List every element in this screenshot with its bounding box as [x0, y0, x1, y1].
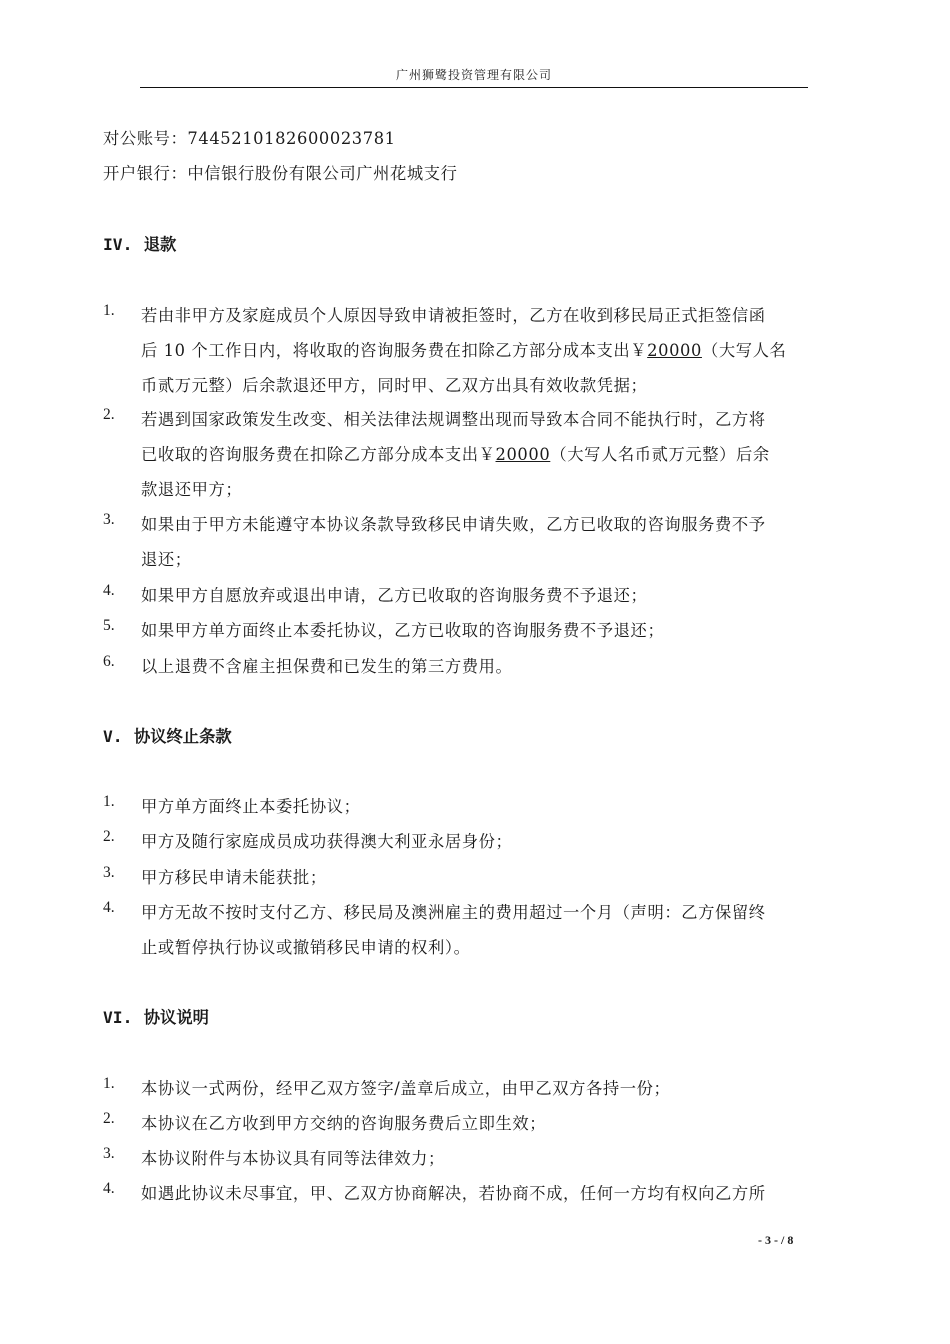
section-number: V.: [103, 727, 123, 746]
item-text: 本协议在乙方收到甲方交纳的咨询服务费后立即生效；: [141, 1114, 547, 1133]
item-text: 本协议附件与本协议具有同等法律效力；: [141, 1149, 445, 1168]
section-heading-termination: [103, 723, 232, 747]
item-number: 3.: [103, 1145, 115, 1162]
section-title: 协议终止条款: [133, 727, 232, 746]
item-number: 5.: [103, 617, 115, 634]
item-number: 4.: [103, 899, 115, 916]
section-number: VI.: [103, 1008, 133, 1027]
section-number: IV.: [103, 235, 133, 254]
item-text: 已收取的咨询服务费在扣除乙方部分成本支出￥20000（大写人名币贰万元整）后余: [141, 445, 770, 464]
section-title: 协议说明: [143, 1008, 209, 1027]
item-number: 2.: [103, 406, 115, 423]
item-number: 4.: [103, 582, 115, 599]
item-text: 币贰万元整）后余款退还甲方，同时甲、乙双方出具有效收款凭据；: [141, 376, 648, 395]
item-text: 若由非甲方及家庭成员个人原因导致申请被拒签时，乙方在收到移民局正式拒签信函: [141, 306, 766, 325]
item-text: 退还；: [141, 550, 192, 569]
item-number: 1.: [103, 1075, 115, 1092]
account-number: 对公账号：7445210182600023781: [103, 129, 396, 148]
page-number: - 3 - / 8: [758, 1233, 794, 1247]
item-text: 以上退费不含雇主担保费和已发生的第三方费用。: [141, 657, 513, 676]
item-text: 止或暂停执行协议或撤销移民申请的权利）。: [141, 938, 471, 957]
item-text: 如果甲方单方面终止本委托协议，乙方已收取的咨询服务费不予退还；: [141, 621, 665, 640]
item-number: 4.: [103, 1180, 115, 1197]
item-text: 若遇到国家政策发生改变、相关法律法规调整出现而导致本合同不能执行时，乙方将: [141, 410, 766, 429]
item-text: 甲方及随行家庭成员成功获得澳大利亚永居身份；: [141, 832, 513, 851]
item-number: 3.: [103, 864, 115, 881]
section-heading-refund: [103, 231, 176, 255]
section-heading-notes: [103, 1004, 209, 1028]
section-title: 退款: [143, 235, 177, 254]
item-text: 甲方移民申请未能获批；: [141, 868, 327, 887]
item-number: 6.: [103, 653, 115, 670]
item-number: 1.: [103, 302, 115, 319]
item-text: 甲方无故不按时支付乙方、移民局及澳洲雇主的费用超过一个月（声明：乙方保留终: [141, 903, 766, 922]
item-text: 如果甲方自愿放弃或退出申请，乙方已收取的咨询服务费不予退还；: [141, 586, 648, 605]
item-number: 2.: [103, 828, 115, 845]
item-number: 3.: [103, 511, 115, 528]
item-text: 甲方单方面终止本委托协议；: [141, 797, 361, 816]
item-text: 后 10 个工作日内，将收取的咨询服务费在扣除乙方部分成本支出￥20000（大写人名: [141, 341, 787, 360]
header-divider: [140, 87, 808, 88]
item-text: 款退还甲方；: [141, 480, 243, 499]
item-text: 如遇此协议未尽事宜，甲、乙双方协商解决，若协商不成，任何一方均有权向乙方所: [141, 1184, 766, 1203]
item-text: 本协议一式两份，经甲乙双方签字/盖章后成立，由甲乙双方各持一份；: [141, 1079, 671, 1098]
item-number: 1.: [103, 793, 115, 810]
item-number: 2.: [103, 1110, 115, 1127]
item-text: 如果由于甲方未能遵守本协议条款导致移民申请失败，乙方已收取的咨询服务费不予: [141, 515, 766, 534]
amount: 20000: [647, 341, 702, 360]
bank-name: 开户银行：中信银行股份有限公司广州花城支行: [103, 164, 458, 183]
page-header: 广州狮鹭投资管理有限公司: [395, 68, 552, 82]
amount: 20000: [495, 445, 551, 464]
